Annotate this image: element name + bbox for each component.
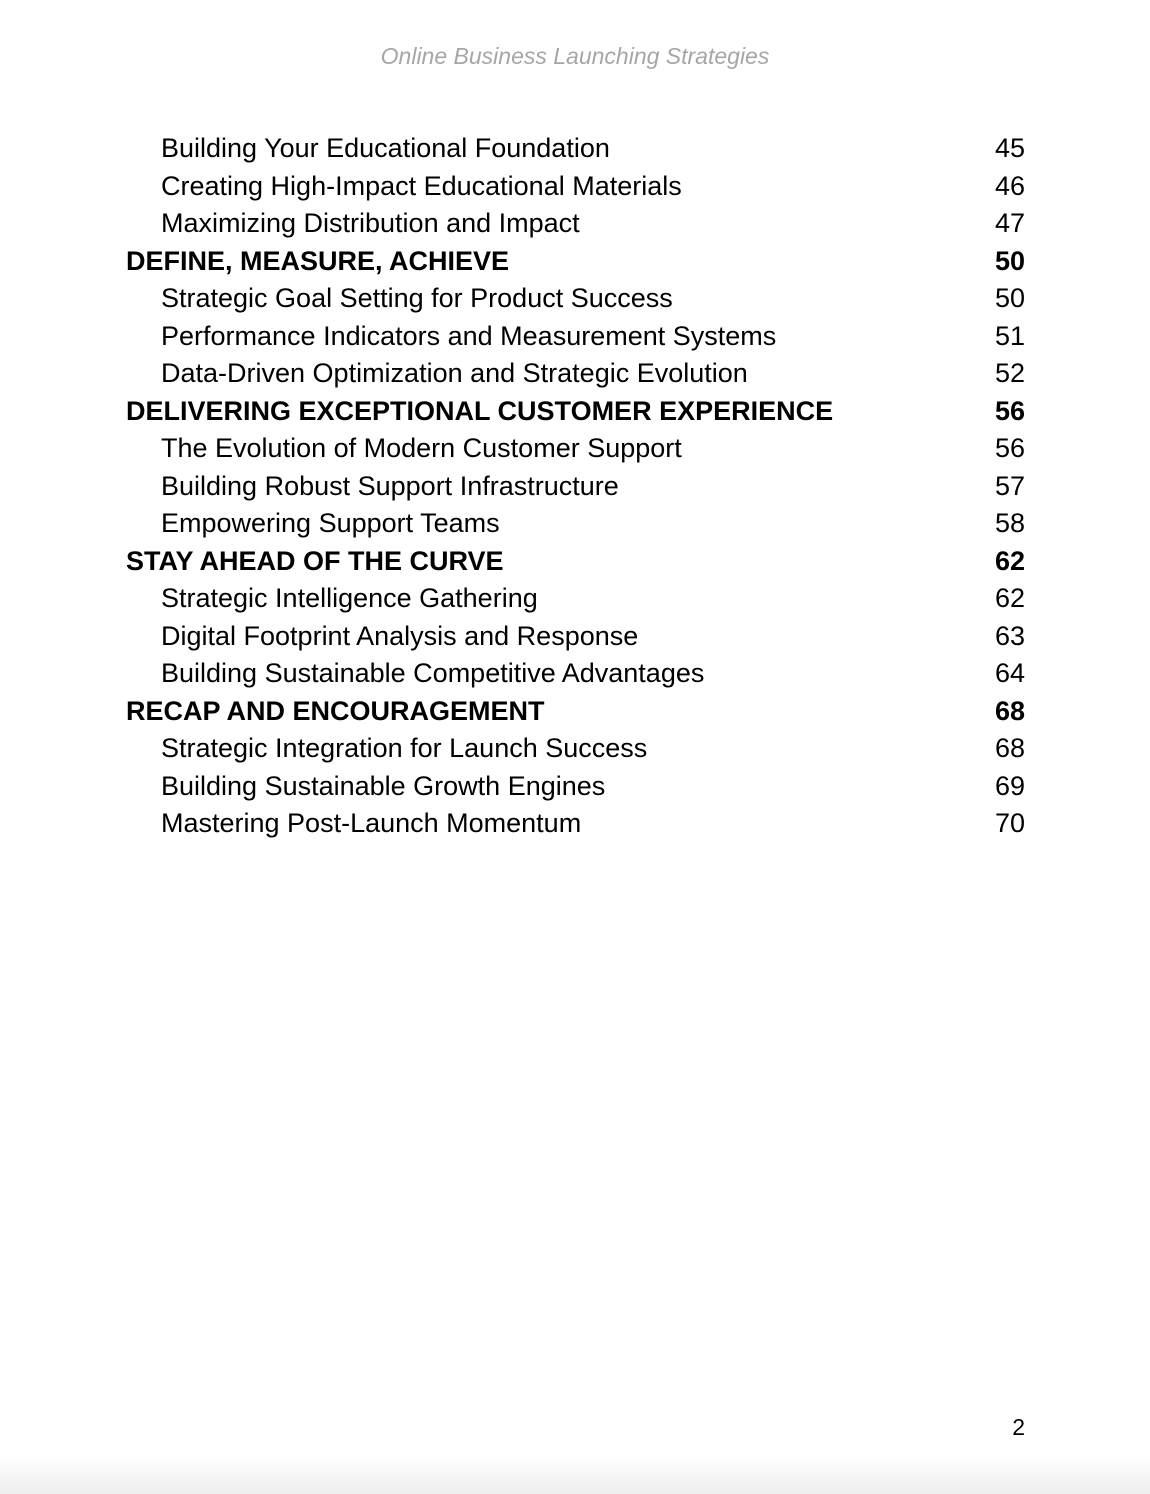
toc-entry-page: 56: [994, 433, 1025, 463]
toc-entry-title: The Evolution of Modern Customer Support: [161, 433, 682, 463]
toc-entry[interactable]: [126, 205, 1025, 243]
toc-entry-page: 68: [994, 733, 1025, 763]
toc-entry-page: 58: [994, 508, 1025, 538]
toc-entry[interactable]: [126, 430, 1025, 468]
toc-chapter[interactable]: [126, 243, 1025, 281]
toc-entry-title: Digital Footprint Analysis and Response: [161, 620, 639, 651]
toc-entry-page: 57: [994, 470, 1025, 501]
toc-chapter-title: DELIVERING EXCEPTIONAL CUSTOMER EXPERIENCE: [126, 395, 834, 426]
toc-entry[interactable]: [126, 768, 1025, 806]
toc-entry-page: 51: [994, 320, 1025, 351]
toc-entry[interactable]: [126, 280, 1025, 318]
toc-entry-page: 62: [994, 583, 1025, 613]
toc-entry-title: Building Your Educational Foundation: [161, 133, 610, 163]
toc-entry-page: 70: [994, 808, 1025, 838]
toc-chapter-title: RECAP AND ENCOURAGEMENT: [126, 695, 545, 726]
toc-entry-title: Mastering Post-Launch Momentum: [161, 808, 582, 838]
toc-entry-title: Empowering Support Teams: [161, 508, 500, 538]
toc-chapter-page: 50: [994, 245, 1025, 276]
toc-entry-title: Building Sustainable Growth Engines: [161, 770, 606, 801]
toc-entry-title: Maximizing Distribution and Impact: [161, 208, 580, 238]
toc-entry[interactable]: [126, 318, 1025, 356]
toc-chapter[interactable]: [126, 693, 1025, 731]
toc-chapter-title: DEFINE, MEASURE, ACHIEVE: [126, 245, 510, 276]
toc-entry[interactable]: [126, 130, 1025, 168]
toc-entry-page: 69: [994, 770, 1025, 801]
toc-entry-page: 52: [994, 358, 1025, 388]
toc-entry-page: 64: [994, 658, 1025, 688]
toc-entry[interactable]: [126, 355, 1025, 393]
toc-entry-title: Building Robust Support Infrastructure: [161, 470, 619, 501]
page-number: 2: [1012, 1414, 1025, 1440]
toc-entry-title: Data-Driven Optimization and Strategic Evolution: [161, 358, 748, 388]
toc-entry[interactable]: [126, 168, 1025, 206]
toc-entry-page: 63: [994, 620, 1025, 651]
toc-entry[interactable]: [126, 580, 1025, 618]
toc-entry[interactable]: [126, 505, 1025, 543]
toc-entry-title: Performance Indicators and Measurement Systems: [161, 320, 777, 351]
toc-entry-title: Strategic Goal Setting for Product Success: [161, 283, 673, 313]
toc-entry[interactable]: [126, 730, 1025, 768]
toc-chapter-page: 56: [994, 395, 1025, 426]
toc-chapter[interactable]: [126, 543, 1025, 581]
toc-chapter[interactable]: [126, 393, 1025, 431]
toc-entry-page: 46: [994, 170, 1025, 201]
toc-entry[interactable]: [126, 655, 1025, 693]
toc-chapter-page: 62: [994, 545, 1025, 576]
toc-entry-page: 47: [994, 208, 1025, 238]
toc-entry[interactable]: [126, 618, 1025, 656]
running-header: Online Business Launching Strategies: [380, 43, 770, 69]
toc-entry-title: Building Sustainable Competitive Advantages: [161, 658, 705, 688]
toc-entry-title: Creating High-Impact Educational Materials: [161, 170, 682, 201]
toc-chapter-page: 68: [994, 695, 1025, 726]
toc-entry-title: Strategic Intelligence Gathering: [161, 583, 538, 613]
toc-entry-page: 45: [994, 133, 1025, 163]
toc-entry[interactable]: [126, 805, 1025, 843]
toc-entry-title: Strategic Integration for Launch Success: [161, 733, 648, 763]
toc-chapter-title: STAY AHEAD OF THE CURVE: [126, 545, 504, 576]
toc-entry[interactable]: [126, 468, 1025, 506]
table-of-contents: [126, 130, 1025, 843]
toc-entry-page: 50: [994, 283, 1025, 313]
